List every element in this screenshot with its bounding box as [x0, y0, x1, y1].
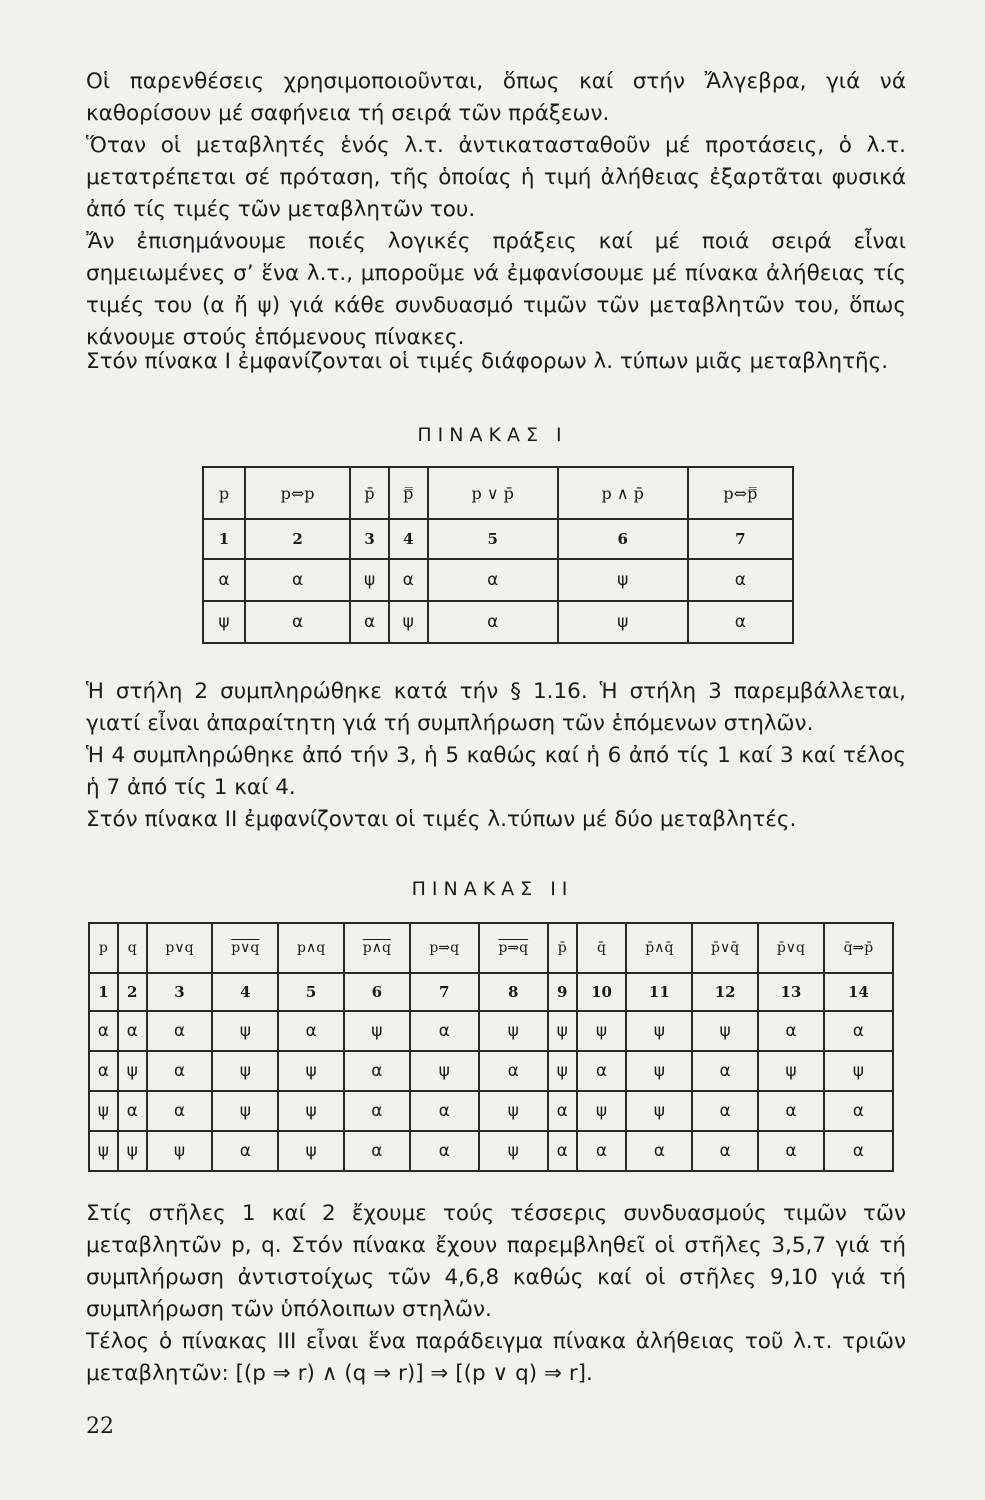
table2-cell: α [692, 1051, 758, 1091]
table1-row [203, 601, 793, 643]
table2-column-number: 11 [626, 973, 692, 1011]
truth-table-2 [88, 922, 894, 1172]
table2-column-number: 8 [479, 973, 548, 1011]
table2-column-number: 5 [278, 973, 344, 1011]
table1-header-cell: p̿ [389, 467, 428, 519]
table1-cell: α [389, 559, 428, 601]
paragraph-truth-table-intro: Ἄν ἐπισημάνουμε ποιές λογικές πράξεις καί μέ ποιά σειρά εἶναι σημειωμένες σ’ ἕνα λ.τ., μποροῦμε νά ἐμφανίσουμε μέ πίνακα ἀλήθειας τίς τιμές του (α ἤ ψ) γιά κάθε συνδυασμό τιμῶν τῶν μεταβλητῶν του, ὅπως κάνουμε στούς ἑπόμενους πίνακες. [86, 229, 906, 350]
page-number: 22 [86, 1414, 114, 1439]
table2-cell: ψ [212, 1091, 278, 1131]
table2-column-number: 12 [692, 973, 758, 1011]
table2-cell: α [344, 1131, 410, 1171]
table2-number-row [89, 973, 893, 1011]
paragraph-table2-explanation: Στίς στῆλες 1 καί 2 ἔχουμε τούς τέσσερις συνδυασμούς τιμῶν τῶν μεταβλητῶν p, q. Στόν πίνακα ἔχουν παρεμβληθεῖ οἱ στῆλες 3,5,7 γιά τή συμπλήρωση ἀντιστοίχως τῶν 4,6,8 καθώς καί οἱ στῆλες 9,10 γιά τή συμπλήρωση τῶν ὑπόλοιπων στηλῶν. [86, 1201, 906, 1322]
table2-cell: α [824, 1131, 893, 1171]
table2-cell: α [692, 1091, 758, 1131]
table2-column-number: 3 [147, 973, 213, 1011]
table1-cell: α [428, 601, 558, 643]
table1-cell: ψ [203, 601, 245, 643]
table1-column-number: 3 [350, 519, 389, 559]
table2-cell: ψ [626, 1091, 692, 1131]
table2-cell: α [824, 1091, 893, 1131]
table2-cell: ψ [479, 1091, 548, 1131]
table2-cell: α [577, 1051, 627, 1091]
table2-cell: α [577, 1131, 627, 1171]
table2-cell: α [147, 1011, 213, 1051]
table2-cell: α [824, 1011, 893, 1051]
table2-cell: α [147, 1051, 213, 1091]
table1-header-cell: p ∨ p̄ [428, 467, 558, 519]
table2-header-cell: q̄ [577, 923, 627, 973]
table1-caption: ΠΙΝΑΚΑΣ Ι [417, 424, 568, 446]
table2-cell: ψ [548, 1051, 577, 1091]
table1-cell: α [350, 601, 389, 643]
table2-cell: α [118, 1091, 147, 1131]
table2-cell: α [278, 1011, 344, 1051]
table2-cell: ψ [212, 1011, 278, 1051]
table2-cell: α [548, 1131, 577, 1171]
table2-column-number: 10 [577, 973, 627, 1011]
table2-cell: ψ [118, 1131, 147, 1171]
table1-column-number: 7 [688, 519, 793, 559]
table2-cell: α [147, 1091, 213, 1131]
table2-cell: α [692, 1131, 758, 1171]
table2-cell: ψ [626, 1011, 692, 1051]
table2-header-row [89, 923, 893, 973]
paragraph-table1-intro: Στόν πίνακα Ι ἐμφανίζονται οἱ τιμές διάφορων λ. τύπων μιᾶς μεταβλητῆς. [86, 349, 889, 374]
table1-header-cell: p̄ [350, 467, 389, 519]
truth-table-1 [202, 466, 794, 644]
table2-cell: α [410, 1011, 479, 1051]
table2-cell: ψ [410, 1051, 479, 1091]
table1-column-number: 1 [203, 519, 245, 559]
table2-cell: α [479, 1051, 548, 1091]
table1-column-number: 6 [558, 519, 688, 559]
table1-cell: α [245, 559, 350, 601]
table1-column-number: 4 [389, 519, 428, 559]
table2-row [89, 1011, 893, 1051]
table1-cell: α [688, 559, 793, 601]
table2-cell: ψ [278, 1131, 344, 1171]
table1-cell: ψ [350, 559, 389, 601]
table2-cell: ψ [692, 1011, 758, 1051]
table2-header-cell: p⇒q [479, 923, 548, 973]
table2-cell: ψ [758, 1051, 824, 1091]
table2-row [89, 1131, 893, 1171]
table2-cell: ψ [89, 1091, 118, 1131]
table2-header-cell: p∨q [147, 923, 213, 973]
paragraph-column-sources: Ἡ 4 συμπληρώθηκε ἀπό τήν 3, ἡ 5 καθώς καί ἡ 6 ἀπό τίς 1 καί 3 καί τέλος ἡ 7 ἀπό τίς 1 καί 4. [86, 743, 906, 800]
table2-cell: α [626, 1131, 692, 1171]
table2-cell: ψ [344, 1011, 410, 1051]
table2-cell: α [89, 1011, 118, 1051]
table1-cell: ψ [558, 601, 688, 643]
table2-row [89, 1091, 893, 1131]
table2-cell: ψ [626, 1051, 692, 1091]
table2-cell: α [758, 1131, 824, 1171]
table2-cell: ψ [147, 1131, 213, 1171]
table1-number-row [203, 519, 793, 559]
table2-cell: α [118, 1011, 147, 1051]
table2-cell: ψ [89, 1131, 118, 1171]
table2-cell: ψ [278, 1091, 344, 1131]
table2-header-cell: q [118, 923, 147, 973]
table2-header-cell: p∧q [278, 923, 344, 973]
paragraph-parentheses: Οἱ παρενθέσεις χρησιμοποιοῦνται, ὅπως καί στήν Ἄλγεβρα, γιά νά καθορίσουν μέ σαφήνεια τή σειρά τῶν πράξεων. [86, 69, 906, 126]
table1-cell: α [245, 601, 350, 643]
table2-header-cell: p̄∧q̄ [626, 923, 692, 973]
table1-cell: α [428, 559, 558, 601]
table2-header-cell: p⇒q [410, 923, 479, 973]
table2-cell: α [344, 1051, 410, 1091]
table2-cell: ψ [479, 1011, 548, 1051]
table2-column-number: 6 [344, 973, 410, 1011]
table2-column-number: 13 [758, 973, 824, 1011]
table2-header-cell: q̄⇒p̄ [824, 923, 893, 973]
table2-column-number: 4 [212, 973, 278, 1011]
table2-row [89, 1051, 893, 1091]
table1-cell: ψ [389, 601, 428, 643]
table1-cell: α [203, 559, 245, 601]
table1-row [203, 559, 793, 601]
table1-header-cell: p⇔p̿ [688, 467, 793, 519]
table2-header-cell: p̄∨q [758, 923, 824, 973]
table2-column-number: 2 [118, 973, 147, 1011]
table2-cell: ψ [212, 1051, 278, 1091]
table2-caption: ΠΙΝΑΚΑΣ ΙΙ [411, 878, 574, 900]
table1-column-number: 2 [245, 519, 350, 559]
table2-header-cell: p̄ [548, 923, 577, 973]
table1-cell: ψ [558, 559, 688, 601]
table2-cell: ψ [824, 1051, 893, 1091]
table2-column-number: 7 [410, 973, 479, 1011]
paragraph-table2-intro: Στόν πίνακα ΙΙ ἐμφανίζονται οἱ τιμές λ.τύπων μέ δύο μεταβλητές. [86, 807, 797, 832]
table2-header-cell: p [89, 923, 118, 973]
table2-cell: α [212, 1131, 278, 1171]
table2-cell: α [344, 1091, 410, 1131]
table2-column-number: 1 [89, 973, 118, 1011]
table2-header-cell: p∧q [344, 923, 410, 973]
table1-header-row [203, 467, 793, 519]
table1-header-cell: p [203, 467, 245, 519]
table2-cell: α [410, 1131, 479, 1171]
table2-cell: α [410, 1091, 479, 1131]
table1-header-cell: p⇔p [245, 467, 350, 519]
paragraph-table3-intro: Τέλος ὁ πίνακας ΙΙΙ εἶναι ἕνα παράδειγμα πίνακα ἀλήθειας τοῦ λ.τ. τριῶν μεταβλητῶν: [(p ⇒ r) ∧ (q ⇒ r)] ⇒ [(p ∨ q) ⇒ r]. [86, 1329, 906, 1386]
table2-column-number: 9 [548, 973, 577, 1011]
table2-cell: ψ [278, 1051, 344, 1091]
table2-cell: ψ [577, 1011, 627, 1051]
table2-column-number: 14 [824, 973, 893, 1011]
table2-cell: α [89, 1051, 118, 1091]
table2-cell: ψ [577, 1091, 627, 1131]
table2-cell: α [548, 1091, 577, 1131]
table2-cell: ψ [118, 1051, 147, 1091]
paragraph-column-explanation: Ἡ στήλη 2 συμπληρώθηκε κατά τήν § 1.16. Ἡ στήλη 3 παρεμβάλλεται, γιατί εἶναι ἀπαραίτητη γιά τή συμπλήρωση τῶν ἑπόμενων στηλῶν. [86, 679, 906, 736]
table2-header-cell: p̄∨q̄ [692, 923, 758, 973]
table1-cell: α [688, 601, 793, 643]
table2-cell: ψ [479, 1131, 548, 1171]
table1-column-number: 5 [428, 519, 558, 559]
table2-cell: α [758, 1091, 824, 1131]
table1-header-cell: p ∧ p̄ [558, 467, 688, 519]
table2-cell: α [758, 1011, 824, 1051]
paragraph-substitution: Ὅταν οἱ μεταβλητές ἑνός λ.τ. ἀντικατασταθοῦν μέ προτάσεις, ὁ λ.τ. μετατρέπεται σέ πρόταση, τῆς ὁποίας ἡ τιμή ἀλήθειας ἐξαρτᾶται φυσικά ἀπό τίς τιμές τῶν μεταβλητῶν του. [86, 133, 906, 222]
table2-cell: ψ [548, 1011, 577, 1051]
table2-header-cell: p∨q [212, 923, 278, 973]
